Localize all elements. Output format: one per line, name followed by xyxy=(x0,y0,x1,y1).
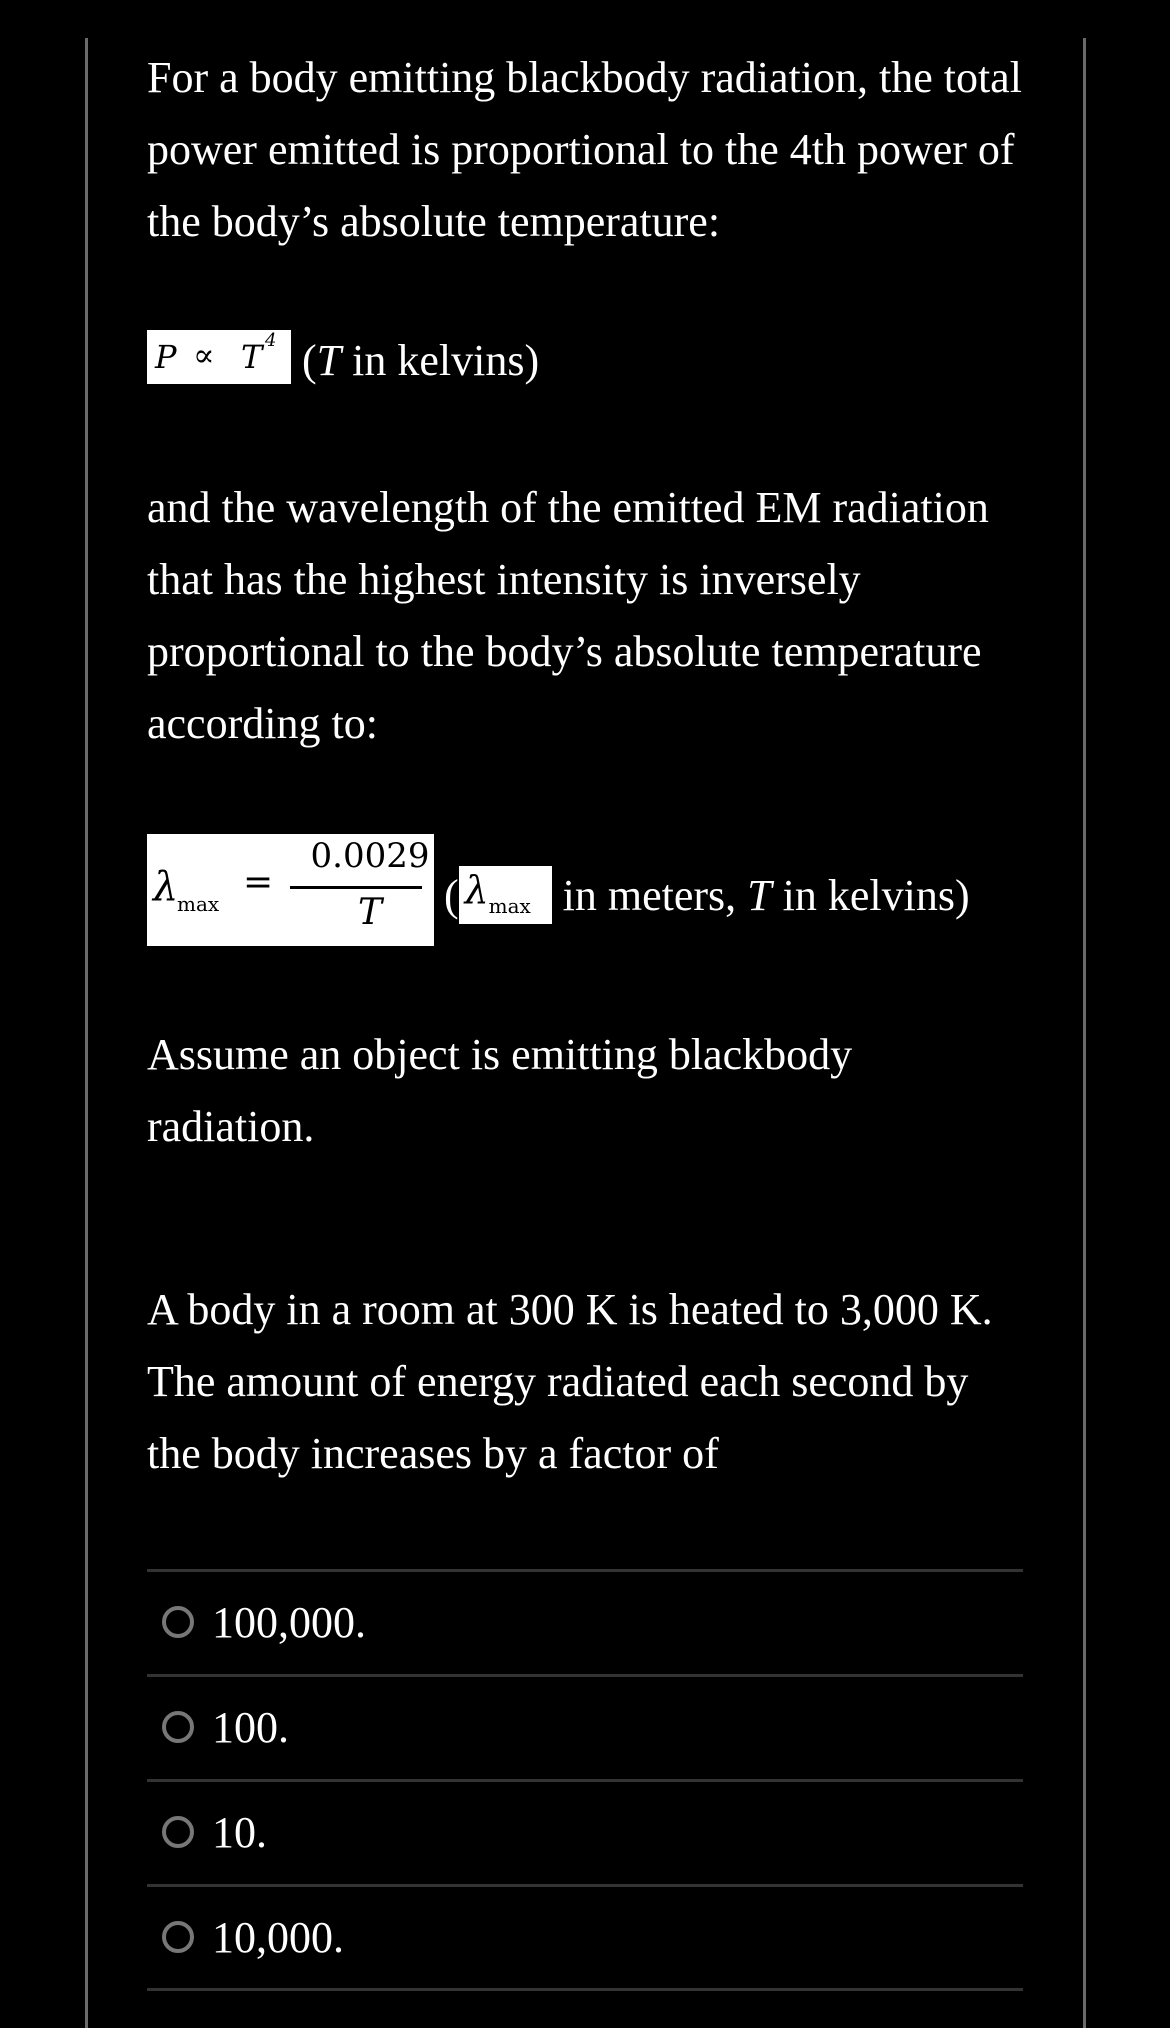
option-label: 10. xyxy=(212,1807,267,1857)
option-10000[interactable] xyxy=(147,1886,1023,1988)
power-formula-image xyxy=(147,330,291,384)
left-border xyxy=(85,38,88,2028)
middle-text: and the wavelength of the emitted EM radiation that has the highest intensity is inversely proportional to the body’s absolute temperature according to: xyxy=(147,483,989,748)
radio-icon[interactable] xyxy=(162,1921,194,1953)
option-label: 100. xyxy=(212,1702,289,1752)
option-100000[interactable] xyxy=(147,1571,1023,1673)
formula-lambda: λ xyxy=(153,864,179,910)
wien-formula-image xyxy=(147,834,434,946)
formula-sub: max xyxy=(177,892,220,916)
formula-denominator: T xyxy=(357,892,382,933)
formula-t: T xyxy=(241,338,263,376)
divider xyxy=(147,1988,1023,1991)
radio-icon[interactable] xyxy=(162,1816,194,1848)
formula-proportional: ∝ xyxy=(193,336,215,374)
formula1-note: (T in kelvins) xyxy=(302,336,540,385)
formula-p: P xyxy=(155,338,177,376)
formula-equals: = xyxy=(243,862,274,903)
formula-numerator: 0.0029 xyxy=(310,836,430,876)
intro-text: For a body emitting blackbody radiation, the total power emitted is proportional to the 4th power of the body’s absolute temperature: xyxy=(147,53,1022,246)
option-10[interactable] xyxy=(147,1781,1023,1883)
formula-exponent: 4 xyxy=(265,330,277,351)
option-label: 100,000. xyxy=(212,1597,366,1647)
assume-text: Assume an object is emitting blackbody radiation. xyxy=(147,1030,853,1151)
option-label: 10,000. xyxy=(212,1912,344,1962)
formula2-note: ( λ max in meters, T in kelvins) xyxy=(444,866,970,924)
radio-icon[interactable] xyxy=(162,1711,194,1743)
lambda-max-image: λ max xyxy=(459,866,552,924)
right-border xyxy=(1083,38,1086,2028)
fraction-bar xyxy=(290,886,422,889)
option-100[interactable] xyxy=(147,1676,1023,1778)
radio-icon[interactable] xyxy=(162,1606,194,1638)
question-prompt: A body in a room at 300 K is heated to 3,000 K. The amount of energy radiated each second by the body increases by a factor of xyxy=(147,1285,993,1478)
